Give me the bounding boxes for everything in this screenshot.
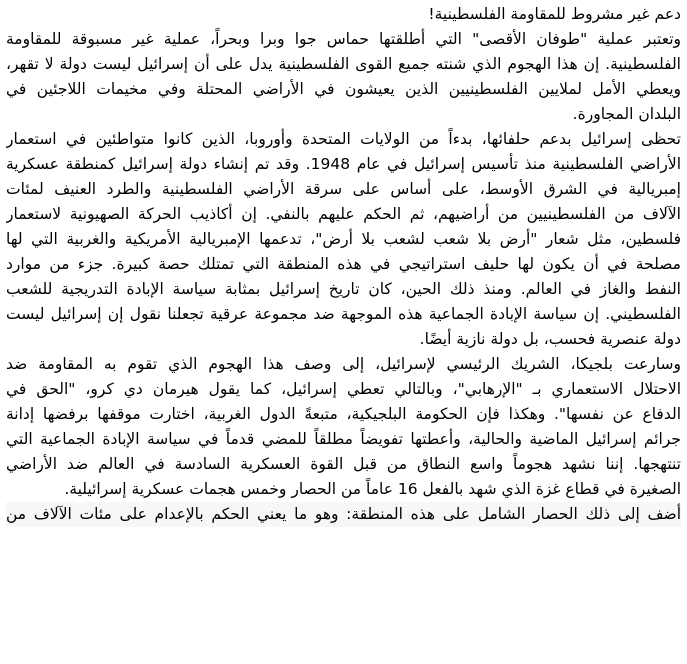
text-line: جرائم إسرائيل الماضية والحالية، وأعطتها تفويضاً مطلقاً للمضي قدماً في سياسة الإبادة الجماعية التي — [6, 430, 681, 448]
text-line: الفلسطينية. إن هذا الهجوم الذي شنته جميع القوى الفلسطينية يدل على أن إسرائيل ليست دولة لا تقهر، — [6, 55, 681, 73]
text-line: وسارعت بلجيكا، الشريك الرئيسي لإسرائيل، إلى وصف هذا الهجوم الذي تقوم به المقاومة ضد — [6, 355, 681, 373]
text-line: وتعتبر عملية "طوفان الأقصى" التي أطلقتها حماس جوا وبرا وبحراً، عملية غير مسبوقة للمقاومة — [6, 30, 681, 48]
text-line: الآلاف من الفلسطينيين من أراضيهم، ثم الحكم عليهم بالنفي. إن أكاذيب الحركة الصهيونية لاستعمار — [6, 205, 681, 223]
paragraph-heading — [6, 2, 681, 27]
text-line: أضف إلى ذلك الحصار الشامل على هذه المنطقة: وهو ما يعني الحكم بالإعدام على مئات الآلاف من — [6, 502, 681, 527]
text-line: الدفاع عن نفسها". وهكذا فإن الحكومة البلجيكية، متبعةً الدول الغربية، اختارت موقفها برفضها إدانة — [6, 405, 681, 423]
text-line: فلسطين، مثل شعار "أرض بلا شعب لشعب بلا أرض"، تدعمها الإمبريالية الأمريكية والغربية التي لها — [6, 230, 681, 248]
text-line: النفط والغاز في العالم. ومنذ ذلك الحين، كان تاريخ إسرائيل بمثابة سياسة الإبادة التدريجية للشعب — [6, 280, 681, 298]
text-line: الأراضي الفلسطينية منذ تأسيس إسرائيل في عام 1948. وقد تم إنشاء دولة إسرائيل كمنطقة عسكرية — [6, 155, 681, 173]
text-line: تنتهجها. إننا نشهد هجوماً واسع النطاق من قبل القوة العسكرية السادسة في العالم ضد الأراضي — [6, 455, 681, 473]
text-line: دولة عنصرية فحسب، بل دولة نازية أيضًا. — [419, 330, 681, 348]
text-line: الاحتلال الاستعماري بـ "الإرهابي"، وبالتالي تعطي إسرائيل، كما يقول هيرمان دي كرو، "الحق في — [6, 380, 681, 398]
paragraph-1 — [6, 27, 681, 127]
paragraph-2 — [6, 127, 681, 352]
heading-line: دعم غير مشروط للمقاومة الفلسطينية! — [428, 5, 681, 23]
text-line: مصلحة في أن يكون لها حليف استراتيجي في هذه المنطقة التي تمتلك حصة كبيرة. جزء من موارد — [6, 255, 681, 273]
paragraph-3 — [6, 352, 681, 502]
text-line: إمبريالية في الشرق الأوسط، على أساس على سرقة الأراضي الفلسطينية والطرد العنيف لمئات — [6, 180, 681, 198]
paragraph-4 — [6, 502, 681, 527]
text-line: البلدان المجاورة. — [572, 105, 681, 123]
text-line: الصغيرة في قطاع غزة الذي شهد بالفعل 16 عاماً من الحصار وخمس هجمات عسكرية إسرائيلية. — [64, 480, 681, 498]
text-line: ويعطي الأمل لملايين الفلسطينيين الذين يعيشون في الأراضي المحتلة وفي مخيمات اللاجئين في — [6, 80, 681, 98]
text-line: تحظى إسرائيل بدعم حلفائها، بدءاً من الولايات المتحدة وأوروبا، الذين كانوا متواطئين في استعمار — [6, 130, 681, 148]
text-line: الفلسطيني. إن سياسة الإبادة الجماعية هذه الموجهة ضد مجموعة عرقية تجعلنا نقول إن إسرائيل ليست — [6, 305, 681, 323]
